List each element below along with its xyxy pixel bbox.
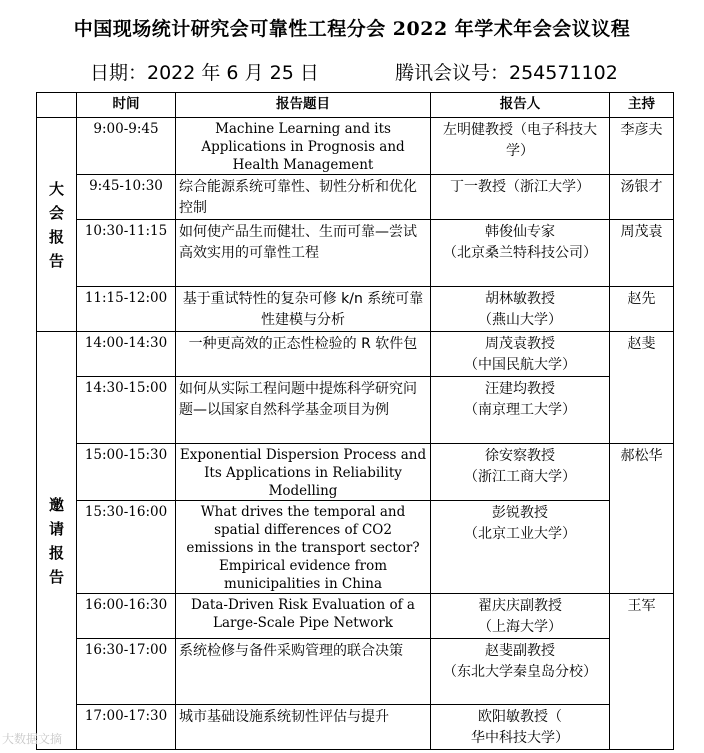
speaker-cell: 翟庆庆副教授 （上海大学） [431, 594, 610, 639]
section-label: 邀 请 报 告 [48, 495, 64, 586]
table-row [37, 705, 674, 750]
time-cell: 9:00-9:45 [77, 118, 176, 175]
time-cell: 10:30-11:15 [77, 220, 176, 287]
time-cell: 11:15-12:00 [77, 287, 176, 332]
topic-cell: 系统检修与备件采购管理的联合决策 [176, 639, 431, 705]
table-row [37, 639, 674, 705]
topic-cell: Data-Driven Risk Evaluation of a Large-Scale Pipe Network [176, 594, 431, 639]
section-invited [37, 332, 77, 750]
table-row [37, 287, 674, 332]
topic-cell: Machine Learning and its Applications in Prognosis and Health Management [176, 118, 431, 175]
header-speaker: 报告人 [431, 93, 610, 118]
speaker-cell: 胡林敏教授 （燕山大学） [431, 287, 610, 332]
topic-cell: 基于重试特性的复杂可修 k/n 系统可靠性建模与分析 [176, 287, 431, 332]
speaker-cell: 彭锐教授 （北京工业大学） [431, 501, 610, 594]
table-row [37, 501, 674, 594]
table-row [37, 220, 674, 287]
speaker-cell: 欧阳敏教授（ 华中科技大学） [431, 705, 610, 750]
header-row [37, 93, 674, 118]
speaker-cell: 韩俊仙专家 （北京桑兰特科技公司） [431, 220, 610, 287]
speaker-cell: 徐安察教授 （浙江工商大学） [431, 444, 610, 501]
topic-cell: 如何使产品生而健壮、生而可靠—尝试高效实用的可靠性工程 [176, 220, 431, 287]
time-cell: 16:30-17:00 [77, 639, 176, 705]
topic-cell: 一种更高效的正态性检验的 R 软件包 [176, 332, 431, 377]
topic-cell: What drives the temporal and spatial differences of CO2 emissions in the transport sector? Empirical evidence from municipalities in China [176, 501, 431, 594]
topic-cell: 城市基础设施系统韧性评估与提升 [176, 705, 431, 750]
table-row [37, 175, 674, 220]
speaker-cell: 左明健教授（电子科技大学） [431, 118, 610, 175]
speaker-cell: 汪建均教授 （南京理工大学） [431, 377, 610, 444]
header-time: 时间 [77, 93, 176, 118]
host-cell: 赵斐 [610, 332, 674, 444]
topic-cell: Exponential Dispersion Process and Its Applications in Reliability Modelling [176, 444, 431, 501]
speaker-cell: 赵斐副教授 （东北大学秦皇岛分校） [431, 639, 610, 705]
table-row [37, 444, 674, 501]
topic-cell: 如何从实际工程问题中提炼科学研究问题—以国家自然科学基金项目为例 [176, 377, 431, 444]
time-cell: 14:30-15:00 [77, 377, 176, 444]
document-title: 中国现场统计研究会可靠性工程分会 2022 年学术年会会议议程 [73, 18, 631, 40]
topic-cell: 综合能源系统可靠性、韧性分析和优化控制 [176, 175, 431, 220]
agenda-table [36, 92, 674, 750]
header-topic: 报告题目 [176, 93, 431, 118]
table-row [37, 118, 674, 175]
section-label: 大 会 报 告 [48, 179, 64, 270]
host-cell: 郝松华 [610, 444, 674, 594]
section-plenary [37, 118, 77, 332]
meeting-date: 日期：2022 年 6 月 25 日 [90, 62, 319, 84]
time-cell: 16:00-16:30 [77, 594, 176, 639]
table-row [37, 594, 674, 639]
table-row [37, 332, 674, 377]
time-cell: 17:00-17:30 [77, 705, 176, 750]
speaker-cell: 周茂袁教授 （中国民航大学） [431, 332, 610, 377]
host-cell: 汤银才 [610, 175, 674, 220]
time-cell: 9:45-10:30 [77, 175, 176, 220]
time-cell: 15:00-15:30 [77, 444, 176, 501]
host-cell: 王军 [610, 594, 674, 750]
header-blank [37, 93, 77, 118]
table-row [37, 377, 674, 444]
time-cell: 14:00-14:30 [77, 332, 176, 377]
tencent-meeting-id: 腾讯会议号：254571102 [395, 62, 618, 84]
watermark-text: 大数据文摘 [2, 732, 63, 746]
host-cell: 赵先 [610, 287, 674, 332]
speaker-cell: 丁一教授（浙江大学） [431, 175, 610, 220]
header-host: 主持 [610, 93, 674, 118]
host-cell: 周茂袁 [610, 220, 674, 287]
time-cell: 15:30-16:00 [77, 501, 176, 594]
host-cell: 李彦夫 [610, 118, 674, 175]
